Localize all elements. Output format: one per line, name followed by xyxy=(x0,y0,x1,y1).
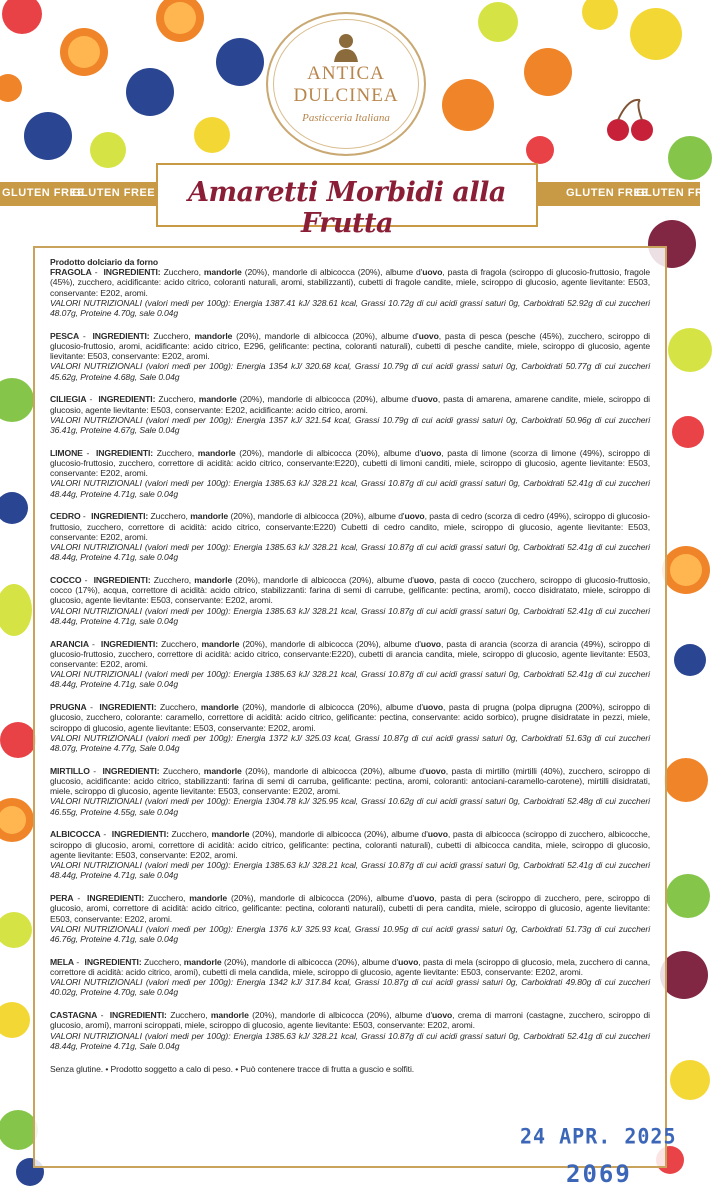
ingredients-label: INGREDIENTI: xyxy=(87,893,145,904)
product-name: COCCO xyxy=(50,575,82,586)
product-entry: LIMONE - INGREDIENTI: Zucchero, mandorle (20%), mandorle di albicocca (20%), albume d'uovo, pasta di limone (scorza di limone (49%), sciroppo di glucosio-fruttosio, zucchero, correttore di acidità: acido citrico, conservante:E220), cubetti di limoni canditi, miele, sciroppo di glucosio, agente lievitante: E503, conservante: E202, aromi. VALORI NUTRIZIONALI (valori medi per 100g): Energia 1385.63 kJ/ 328.21 kcal, Grassi 10.87g di cui acidi grassi saturi 0g, Carboidrati 52.41g di cui zuccheri 48.44g, Proteine 4.71g, sale 0.04g xyxy=(50,447,650,499)
stamp-code: 2069 xyxy=(566,1160,632,1188)
product-ingredients: Zucchero, mandorle (20%), mandorle di albicocca (20%), albume d'uovo, pasta di pera (sciroppo di zucchero, pere, sciroppo di glucosio, aromi, correttore di acidità: acido citrico, gelificante: pectina, coloranti naturali), cubetti di pera candita, miele, sciroppo di glucosio, agente lievitante: E503, conservante: E202, aromi. xyxy=(50,893,650,924)
product-ingredients: Zucchero, mandorle (20%), mandorle di albicocca (20%), albume d'uovo, pasta di amarena, amarene candite, miele, sciroppo di glucosio, agente lievitante: E503, conservante: E202, acidificante: acido citrico, aromi. xyxy=(50,394,650,415)
product-ingredients: Zucchero, mandorle (20%), mandorle di albicocca (20%), albume d'uovo, pasta di mela (sciroppo di glucosio, mela, zucchero di canna, correttore di acidità: acido citrico, aromi), cubetti di mela candida, miele, sciroppo di glucosio, agente lievitante: E503, conservante: E202, aromi. xyxy=(50,956,650,977)
product-entry: MIRTILLO - INGREDIENTI: Zucchero, mandorle (20%), mandorle di albicocca (20%), albume d'uovo, pasta di mirtillo (mirtilli (40%), zucchero, sciroppo di glucosio, acidificante: acido citrico, stabilizzanti: farina di semi di carruba, gelificante: pectina, aromi, coloranti: antociani-caramello-carotene), mirtilli disidratati, miele, sciroppo di glucosio, agente lievitante: E503, conservante: E202, aromi. VALORI NUTRIZIONALI (valori medi per 100g): Energia 1304.78 kJ/ 325.95 kcal, Grassi 10.62g di cui acidi grassi saturi 0g, Carboidrati 52.48g di cui zuccheri 46.55g, Proteine 4.55g, sale 0.04g xyxy=(50,765,650,817)
brand-name-line1: ANTICA xyxy=(307,63,385,84)
gluten-free-label: GLUTEN FREE xyxy=(636,187,719,199)
ingredients-label: INGREDIENTI: xyxy=(103,267,161,278)
product-list xyxy=(50,267,650,1051)
gluten-free-label: GLUTEN FREE xyxy=(2,187,86,199)
product-nutrition: VALORI NUTRIZIONALI (valori medi per 100g): Energia 1387.41 kJ/ 328.61 kcal, Grassi 10.72g di cui acidi grassi saturi 0g, Carboidrati 52.92g di cui zuccheri 48.07g, Proteine 4.70g, sale 0.04g xyxy=(50,297,650,319)
ingredients-label: INGREDIENTI: xyxy=(98,394,156,405)
product-name: PESCA xyxy=(50,330,80,341)
product-entry: ARANCIA - INGREDIENTI: Zucchero, mandorle (20%), mandorle di albicocca (20%), albume d'uovo, pasta di arancia (scorza di arancia (49%), sciroppo di glucosio-fruttosio, zucchero, correttore di acidità: acido citrico, conservante:E220), cubetti di arancia candita, miele, sciroppo di glucosio, agente lievitante: E503, conservante: E202, aromi. VALORI NUTRIZIONALI (valori medi per 100g): Energia 1385.63 kJ/ 328.21 kcal, Grassi 10.87g di cui acidi grassi saturi 0g, Carboidrati 52.41g di cui zuccheri 48.44g, Proteine 4.71g, sale 0.04g xyxy=(50,638,650,690)
ingredients-label: INGREDIENTI: xyxy=(109,1010,167,1021)
ingredients-label: INGREDIENTI: xyxy=(95,447,154,458)
title-box xyxy=(156,163,538,239)
product-ingredients: Zucchero, mandorle (20%), mandorle di albicocca (20%), albume d'uovo, pasta di prugna (polpa diprugna (200%), sciroppo di glucosio, zucchero, colorante: caramello, correttore di acidità: acido citrico, gelificante: pectina, conservante: acido sorbico), prugne disidratate in pezzi, miele, sciroppo di glucosio, agente lievitante: E503, conservante: E202, aromi. xyxy=(50,702,650,733)
product-nutrition: VALORI NUTRIZIONALI (valori medi per 100g): Energia 1304.78 kJ/ 325.95 kcal, Grassi 10.62g di cui acidi grassi saturi 0g, Carboidrati 52.48g di cui zuccheri 46.55g, Proteine 4.55g, sale 0.04g xyxy=(50,796,650,817)
product-name: LIMONE xyxy=(50,447,83,458)
intro-text: Prodotto dolciario da forno xyxy=(50,257,159,267)
footer-note: Senza glutine. • Prodotto soggetto a calo di peso. • Può contenere tracce di frutta a guscio e solfiti. xyxy=(50,1063,415,1074)
product-ingredients: Zucchero, mandorle (20%), mandorle di albicocca (20%), albume d'uovo, pasta di albicocca (sciroppo di zucchero, albicocche, sciroppo di glucosio, aromi, correttore di acidità: acido citrico, gelificante: pectina, coloranti naturali), cubetti di albicocca candita, miele, sciroppo di glucosio, agente lievitante: E503, conservante: E202, aromi. xyxy=(50,829,650,860)
product-ingredients: Zucchero, mandorle (20%), mandorle di albicocca (20%), albume d'uovo, pasta di cocco (zucchero, sciroppo di glucosio-fruttosio, cocco (17%), acqua, correttore di acidità: acido citrico, stabilizzanti: farina di semi di carrube, gelificante: pectina, aromi), cocco disidratato, miele, sciroppo di glucosio, agente lievitante: E503, conservante: E202, aromi. xyxy=(50,575,650,606)
product-name: ALBICOCCA xyxy=(50,829,101,840)
ingredients-label: INGREDIENTI: xyxy=(92,330,150,341)
product-entry: COCCO - INGREDIENTI: Zucchero, mandorle (20%), mandorle di albicocca (20%), albume d'uovo, pasta di cocco (zucchero, sciroppo di glucosio-fruttosio, cocco (17%), acqua, correttore di acidità: acido citrico, stabilizzanti: farina di semi di carrube, gelificante: pectina, aromi), cocco disidratato, miele, sciroppo di glucosio, agente lievitante: E503, conservante: E202, aromi. VALORI NUTRIZIONALI (valori medi per 100g): Energia 1385.63 kJ/ 328.21 kcal, Grassi 10.87g di cui acidi grassi saturi 0g, Carboidrati 52.41g di cui zuccheri 48.44g, Proteine 4.71g, sale 0.04g xyxy=(50,575,650,626)
ingredients-label: INGREDIENTI: xyxy=(111,829,169,840)
product-name: ARANCIA xyxy=(50,638,89,649)
product-entry: FRAGOLA - INGREDIENTI: Zucchero, mandorle (20%), mandorle di albicocca (20%), albume d'uovo, pasta di fragola (sciroppo di glucosio-fruttosio, fragole (45%), zucchero, acidificante: acido citrico, coloranti naturali, aromi, stabilizzanti), cubetti di fragole candite, miele, sciroppo di glucosio, agente lievitante: E503, conservante: E202, aromi. VALORI NUTRIZIONALI (valori medi per 100g): Energia 1387.41 kJ/ 328.61 kcal, Grassi 10.72g di cui acidi grassi saturi 0g, Carboidrati 52.92g di cui zuccheri 48.07g, Proteine 4.70g, sale 0.04g xyxy=(50,267,651,319)
product-nutrition: VALORI NUTRIZIONALI (valori medi per 100g): Energia 1342 kJ/ 317.84 kcal, Grassi 10.87g di cui acidi grassi saturi 0g, Carboidrati 49.80g di cui zuccheri 40.02g, Proteine 4.70g, sale 0.04g xyxy=(50,977,650,998)
ingredients-label: INGREDIENTI: xyxy=(93,575,151,586)
brand-logo xyxy=(266,12,426,156)
product-name: MIRTILLO xyxy=(50,765,90,776)
product-nutrition: VALORI NUTRIZIONALI (valori medi per 100g): Energia 1354 kJ/ 320.68 kcal, Grassi 10.79g di cui acidi grassi saturi 0g, Carboidrati 50.77g di cui zuccheri 45.62g, Proteine 4.68g, Sale 0.04g xyxy=(50,361,650,382)
product-name: PERA xyxy=(50,893,74,904)
product-entry: CEDRO - INGREDIENTI: Zucchero, mandorle (20%), mandorle di albicocca (20%), albume d'uovo, pasta di cedro (scorza di cedro (49%), sciroppo di glucosio-fruttosio, zucchero, correttore di acidità: acido citrico, conservante:E220) Cubetti di cedro candito, miele, sciroppo di glucosio, agente lievitante: E503, conservante: E202, aromi. VALORI NUTRIZIONALI (valori medi per 100g): Energia 1385.63 kJ/ 328.21 kcal, Grassi 10.87g di cui acidi grassi saturi 0g, Carboidrati 52.41g di cui zuccheri 48.44g, Proteine 4.71g, sale 0.04g xyxy=(50,511,651,563)
product-entry: MELA - INGREDIENTI: Zucchero, mandorle (20%), mandorle di albicocca (20%), albume d'uovo, pasta di mela (sciroppo di glucosio, mela, zucchero di canna, correttore di acidità: acido citrico, aromi), cubetti di mela candida, miele, sciroppo di glucosio, agente lievitante: E503, conservante: E202, aromi. VALORI NUTRIZIONALI (valori medi per 100g): Energia 1342 kJ/ 317.84 kcal, Grassi 10.87g di cui acidi grassi saturi 0g, Carboidrati 49.80g di cui zuccheri 40.02g, Proteine 4.70g, sale 0.04g xyxy=(50,956,650,998)
product-ingredients: Zucchero, mandorle (20%), mandorle di albicocca (20%), albume d'uovo, pasta di mirtillo (mirtilli (40%), zucchero, sciroppo di glucosio, acidificante: acido citrico, stabilizzanti: farina di semi di carruba, gelificante: pectina, aromi, coloranti: antociani-caramello-carotene), mirtilli disidratati, miele, sciroppo di glucosio, agente lievitante: E503, conservante: E202, aromi. xyxy=(50,765,650,797)
product-ingredients: Zucchero, mandorle (20%), mandorle di albicocca (20%), albume d'uovo, pasta di fragola (sciroppo di glucosio-fruttosio, fragole (45%), zucchero, acidificante: acido citrico, coloranti naturali, aromi, stabilizzanti), cubetti di fragole candite, miele, sciroppo di glucosio, agente lievitante: E503, conservante: E202, aromi. xyxy=(50,267,651,298)
product-ingredients: Zucchero, mandorle (20%), mandorle di albicocca (20%), albume d'uovo, pasta di arancia (scorza di arancia (49%), sciroppo di glucosio-fruttosio, zucchero, correttore di acidità: acido citrico, conservante:E220), cubetti di arancia candita, miele, sciroppo di glucosio, agente lievitante: E503, conservante: E202, aromi. xyxy=(50,638,650,670)
product-ingredients: Zucchero, mandorle (20%), mandorle di albicocca (20%), albume d'uovo, pasta di pesca (pesche (45%), zucchero, sciroppo di glucosio-fruttosio, aromi, acidificante: acido citrico, E296, gelificante: pectina, coloranti naturali), cubetti di pesche candite, miele, sciroppo di glucosio, agente lievitante: E503, conservante: E202, aromi. xyxy=(50,330,650,362)
ingredients-label: INGREDIENTI: xyxy=(84,956,142,967)
product-entry: PESCA - INGREDIENTI: Zucchero, mandorle (20%), mandorle di albicocca (20%), albume d'uovo, pasta di pesca (pesche (45%), zucchero, sciroppo di glucosio-fruttosio, aromi, acidificante: acido citrico, E296, gelificante: pectina, coloranti naturali), cubetti di pesche candite, miele, sciroppo di glucosio, agente lievitante: E503, conservante: E202, aromi. VALORI NUTRIZIONALI (valori medi per 100g): Energia 1354 kJ/ 320.68 kcal, Grassi 10.79g di cui acidi grassi saturi 0g, Carboidrati 50.77g di cui zuccheri 45.62g, Proteine 4.68g, Sale 0.04g xyxy=(50,330,650,382)
product-nutrition: VALORI NUTRIZIONALI (valori medi per 100g): Energia 1385.63 kJ/ 328.21 kcal, Grassi 10.87g di cui acidi grassi saturi 0g, Carboidrati 52.41g di cui zuccheri 48.44g, Proteine 4.71g, Sale 0.04g xyxy=(50,1030,650,1051)
product-nutrition: VALORI NUTRIZIONALI (valori medi per 100g): Energia 1385.63 kJ/ 328.21 kcal, Grassi 10.87g di cui acidi grassi saturi 0g, Carboidrati 52.41g di cui zuccheri 48.44g, Proteine 4.71g, sale 0.04g xyxy=(50,605,650,626)
product-nutrition: VALORI NUTRIZIONALI (valori medi per 100g): Energia 1385.63 kJ/ 328.21 kcal, Grassi 10.87g di cui acidi grassi saturi 0g, Carboidrati 52.41g di cui zuccheri 48.44g, Proteine 4.71g, sale 0.04g xyxy=(50,542,650,563)
product-entry: PERA - INGREDIENTI: Zucchero, mandorle (20%), mandorle di albicocca (20%), albume d'uovo, pasta di pera (sciroppo di zucchero, pere, sciroppo di glucosio, aromi, correttore di acidità: acido citrico, gelificante: pectina, coloranti naturali), cubetti di pera candita, miele, sciroppo di glucosio, agente lievitante: E503, conservante: E202, aromi. VALORI NUTRIZIONALI (valori medi per 100g): Energia 1376 kJ/ 325.93 kcal, Grassi 10.95g di cui acidi grassi saturi 0g, Carboidrati 51.73g di cui zuccheri 46.76g, Proteine 4.71g, sale 0.04g xyxy=(50,893,650,944)
page-title: Amaretti Morbidi alla Frutta xyxy=(188,177,506,239)
ingredients-label: INGREDIENTI: xyxy=(100,638,158,649)
gluten-free-label: GLUTEN FREE xyxy=(72,187,156,199)
product-nutrition: VALORI NUTRIZIONALI (valori medi per 100g): Energia 1376 kJ/ 325.93 kcal, Grassi 10.95g di cui acidi grassi saturi 0g, Carboidrati 51.73g di cui zuccheri 46.76g, Proteine 4.71g, sale 0.04g xyxy=(50,923,650,944)
ingredients-label: INGREDIENTI: xyxy=(102,765,160,776)
product-entry: CASTAGNA - INGREDIENTI: Zucchero, mandorle (20%), mandorle di albicocca (20%), albume d'uovo, crema di marroni (castagne, zucchero, sciroppo di glucosio, aromi), marroni sciroppati, miele, sciroppo di glucosio, agente lievitante: E503, conservante: E202, aromi. VALORI NUTRIZIONALI (valori medi per 100g): Energia 1385.63 kJ/ 328.21 kcal, Grassi 10.87g di cui acidi grassi saturi 0g, Carboidrati 52.41g di cui zuccheri 48.44g, Proteine 4.71g, Sale 0.04g xyxy=(50,1010,650,1051)
product-ingredients: Zucchero, mandorle (20%), mandorle di albicocca (20%), albume d'uovo, crema di marroni (castagne, zucchero, sciroppo di glucosio, aromi), marroni sciroppati, miele, sciroppo di glucosio, agente lievitante: E503, conservante: E202, aromi. xyxy=(50,1010,650,1031)
product-ingredients: Zucchero, mandorle (20%), mandorle di albicocca (20%), albume d'uovo, pasta di cedro (scorza di cedro (49%), sciroppo di glucosio-fruttosio, zucchero, correttore di acidità: acido citrico, conservante:E220) Cubetti di cedro candito, miele, sciroppo di glucosio, agente lievitante: E503, conservante: E202, aromi. xyxy=(50,511,651,542)
product-name: CASTAGNA xyxy=(50,1010,98,1021)
gluten-free-label: GLUTEN FREE xyxy=(566,187,650,199)
product-name: CEDRO xyxy=(50,511,81,522)
product-name: FRAGOLA xyxy=(50,267,92,278)
bust-icon xyxy=(330,32,362,62)
brand-name-line2: DULCINEA xyxy=(293,85,399,106)
ingredients-label: INGREDIENTI: xyxy=(91,511,149,522)
ingredients-label: INGREDIENTI: xyxy=(99,702,157,713)
product-entry: ALBICOCCA - INGREDIENTI: Zucchero, mandorle (20%), mandorle di albicocca (20%), albume d'uovo, pasta di albicocca (sciroppo di zucchero, albicocche, sciroppo di glucosio, aromi, correttore di acidità: acido citrico, gelificante: pectina, coloranti naturali), cubetti di albicocca candita, miele, sciroppo di glucosio, agente lievitante: E503, conservante: E202, aromi. VALORI NUTRIZIONALI (valori medi per 100g): Energia 1385.63 kJ/ 328.21 kcal, Grassi 10.87g di cui acidi grassi saturi 0g, Carboidrati 52.41g di cui zuccheri 48.44g, Proteine 4.71g, sale 0.04g xyxy=(50,829,650,881)
product-nutrition: VALORI NUTRIZIONALI (valori medi per 100g): Energia 1385.63 kJ/ 328.21 kcal, Grassi 10.87g di cui acidi grassi saturi 0g, Carboidrati 52.41g di cui zuccheri 48.44g, Proteine 4.71g, sale 0.04g xyxy=(50,669,650,690)
product-nutrition: VALORI NUTRIZIONALI (valori medi per 100g): Energia 1385.63 kJ/ 328.21 kcal, Grassi 10.87g di cui acidi grassi saturi 0g, Carboidrati 52.41g di cui zuccheri 48.44g, Proteine 4.71g, sale 0.04g xyxy=(50,860,650,881)
product-nutrition: VALORI NUTRIZIONALI (valori medi per 100g): Energia 1357 kJ/ 321.54 kcal, Grassi 10.79g di cui acidi grassi saturi 0g, Carboidrati 50.96g di cui zuccheri 36.41g, Proteine 4.67g, Sale 0.04g xyxy=(50,414,650,436)
product-nutrition: VALORI NUTRIZIONALI (valori medi per 100g): Energia 1385.63 kJ/ 328.21 kcal, Grassi 10.87g di cui acidi grassi saturi 0g, Carboidrati 52.41g di cui zuccheri 48.44g, Proteine 4.71g, sale 0.04g xyxy=(50,478,650,499)
product-entry: PRUGNA - INGREDIENTI: Zucchero, mandorle (20%), mandorle di albicocca (20%), albume d'uovo, pasta di prugna (polpa diprugna (200%), sciroppo di glucosio, zucchero, colorante: caramello, correttore di acidità: acido citrico, gelificante: pectina, conservante: acido sorbico), prugne disidratate in pezzi, miele, sciroppo di glucosio, agente lievitante: E503, conservante: E202, aromi. VALORI NUTRIZIONALI (valori medi per 100g): Energia 1372 kJ/ 325.03 kcal, Grassi 10.87g di cui acidi grassi saturi 0g, Carboidrati 51.63g di cui zuccheri 48.07g, Proteine 4.77g, Sale 0.04g xyxy=(50,702,650,754)
product-entry: CILIEGIA - INGREDIENTI: Zucchero, mandorle (20%), mandorle di albicocca (20%), albume d'uovo, pasta di amarena, amarene candite, miele, sciroppo di glucosio, agente lievitante: E503, conservante: E202, acidificante: acido citrico, aromi. VALORI NUTRIZIONALI (valori medi per 100g): Energia 1357 kJ/ 321.54 kcal, Grassi 10.79g di cui acidi grassi saturi 0g, Carboidrati 50.96g di cui zuccheri 36.41g, Proteine 4.67g, Sale 0.04g xyxy=(50,394,650,436)
product-name: MELA xyxy=(50,956,74,967)
brand-tagline: Pasticceria Italiana xyxy=(302,112,390,124)
label-content xyxy=(50,257,650,1074)
product-ingredients: Zucchero, mandorle (20%), mandorle di albicocca (20%), albume d'uovo, pasta di limone (scorza di limone (49%), sciroppo di glucosio-fruttosio, zucchero, correttore di acidità: acido citrico, conservante:E220), cubetti di limoni canditi, miele, sciroppo di glucosio, agente lievitante: E503, conservante: E202, aromi. xyxy=(50,447,650,479)
product-nutrition: VALORI NUTRIZIONALI (valori medi per 100g): Energia 1372 kJ/ 325.03 kcal, Grassi 10.87g di cui acidi grassi saturi 0g, Carboidrati 51.63g di cui zuccheri 48.07g, Proteine 4.77g, Sale 0.04g xyxy=(50,732,650,754)
product-name: PRUGNA xyxy=(50,702,87,713)
stamp-date: 24 APR. 2025 xyxy=(520,1123,677,1149)
product-name: CILIEGIA xyxy=(50,394,87,405)
